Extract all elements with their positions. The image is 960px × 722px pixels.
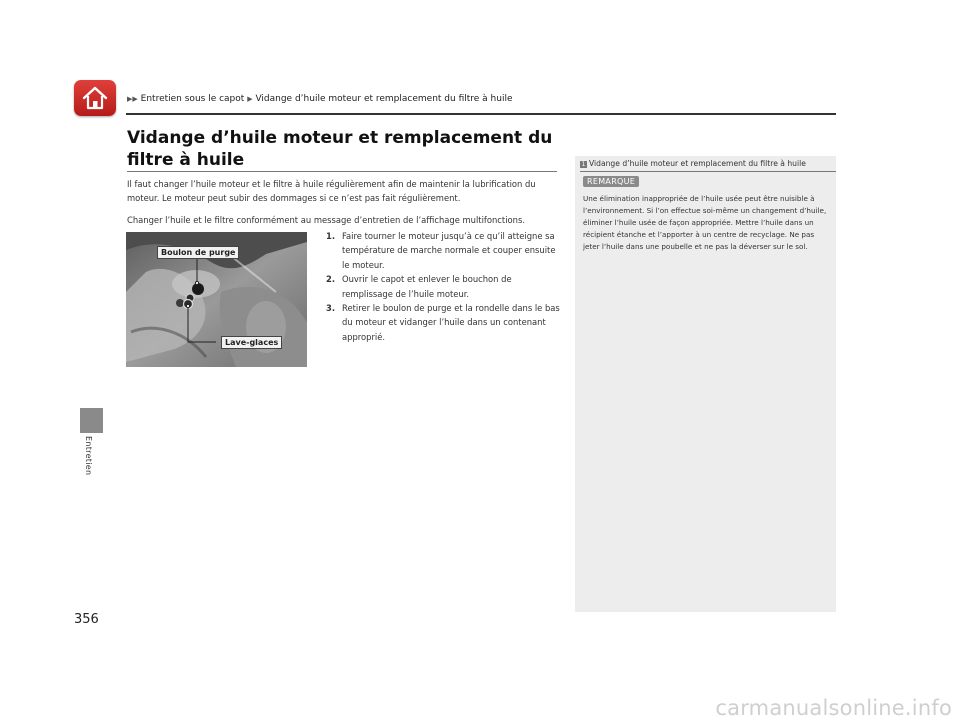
step-2 <box>326 272 561 301</box>
step-1 <box>326 229 561 272</box>
chevron-right-icon: ▶▶ <box>127 95 138 103</box>
sidebar-note-panel <box>575 156 836 612</box>
instruction-paragraph: Changer l’huile et le filtre conformément au message d’entretien de l’affichage multifonctions. <box>127 215 525 225</box>
breadcrumb-link-maintenance[interactable]: Entretien sous le capot <box>140 94 245 104</box>
step-number: 3. <box>326 303 336 314</box>
notice-badge: REMARQUE <box>583 176 639 187</box>
page-title: Vidange d’huile moteur et remplacement du filtre à huile <box>127 128 553 170</box>
page-number: 356 <box>74 612 99 627</box>
procedure-steps <box>326 229 561 344</box>
watermark: carmanualsonline.info <box>715 696 952 720</box>
breadcrumb <box>127 94 513 104</box>
engine-underside-photo <box>126 232 307 367</box>
step-text: Faire tourner le moteur jusqu’à ce qu’il atteigne sa température de marche normale et couper ensuite le moteur. <box>342 231 556 270</box>
step-text: Ouvrir le capot et enlever le bouchon de remplissage de l’huile moteur. <box>342 274 512 299</box>
step-3 <box>326 301 561 344</box>
sidebar-heading-text: Vidange d’huile moteur et remplacement du filtre à huile <box>589 159 806 168</box>
drain-bolt-label: Boulon de purge <box>157 246 239 259</box>
step-text: Retirer le boulon de purge et la rondelle dans le bas du moteur et vidanger l’huile dans un contenant approprié. <box>342 303 560 342</box>
section-label: Entretien <box>84 436 93 476</box>
sidebar-heading <box>580 159 806 168</box>
home-icon <box>81 84 109 112</box>
sidebar-divider <box>580 171 836 172</box>
title-divider <box>127 171 557 172</box>
notice-text: Une élimination inappropriée de l’huile usée peut être nuisible à l’environnement. Si l’on effectue soi-même un changement d’huile, éliminer l’huile usée de façon appropriée. Mettre l’huile dans un récipient étanche et l’apporter à un centre de recyclage. Ne pas jeter l’huile dans une poubelle et ne pas la déverser sur le sol. <box>583 194 827 251</box>
washer-label: Lave-glaces <box>221 336 282 349</box>
section-tab-marker <box>80 408 103 433</box>
chevron-right-icon: ▶ <box>247 95 253 103</box>
breadcrumb-current: Vidange d’huile moteur et remplacement du filtre à huile <box>255 94 513 104</box>
home-button[interactable] <box>74 80 116 116</box>
header-divider <box>126 113 836 115</box>
step-number: 1. <box>326 231 336 241</box>
intro-paragraph: Il faut changer l’huile moteur et le filtre à huile régulièrement afin de maintenir la lubrification du moteur. Le moteur peut subir des dommages si ce n’est pas fait régulièrement. <box>127 179 536 203</box>
step-number: 2. <box>326 274 336 285</box>
reference-marker: 1 <box>581 161 586 168</box>
